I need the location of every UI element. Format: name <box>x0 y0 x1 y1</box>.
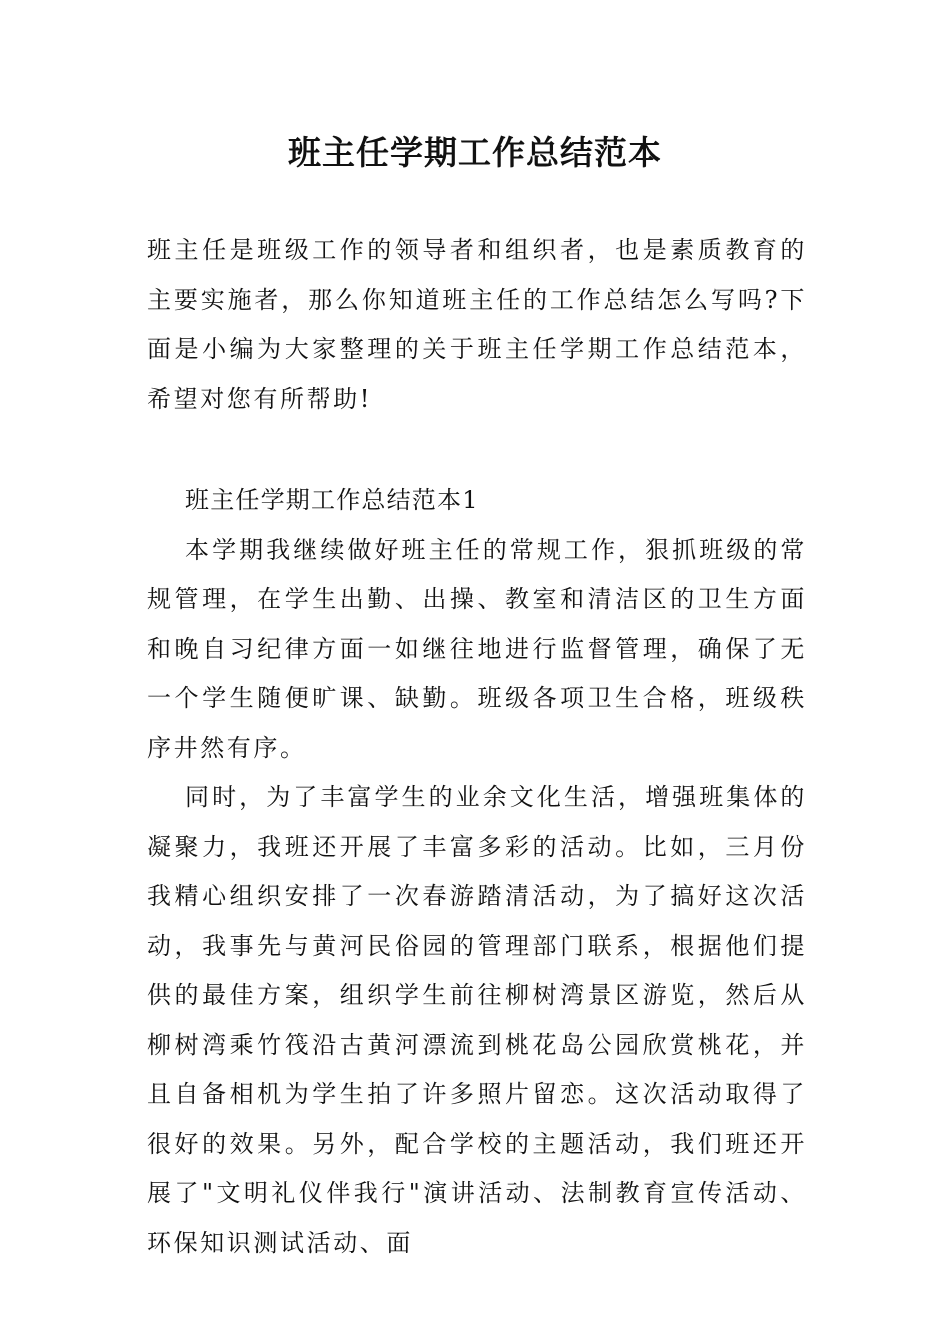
intro-paragraph: 班主任是班级工作的领导者和组织者，也是素质教育的主要实施者，那么你知道班主任的工作总结怎么写吗?下面是小编为大家整理的关于班主任学期工作总结范本，希望对您有所帮助! <box>147 236 807 413</box>
document-title: 班主任学期工作总结范本 <box>288 133 662 172</box>
section-paragraph-2: 同时，为了丰富学生的业余文化生活，增强班集体的凝聚力，我班还开展了丰富多彩的活动。比如，三月份我精心组织安排了一次春游踏清活动，为了搞好这次活动，我事先与黄河民俗园的管理部门联系，根据他们提供的最佳方案，组织学生前往柳树湾景区游览，然后从柳树湾乘竹筏沿古黄河漂流到桃花岛公园欣赏桃花，并且自备相机为学生拍了许多照片留恋。这次活动取得了很好的效果。另外，配合学校的主题活动，我们班还开展了"文明礼仪伴我行"演讲活动、法制教育宣传活动、环保知识测试活动、面 <box>147 783 807 1257</box>
section-paragraph-1: 本学期我继续做好班主任的常规工作，狠抓班级的常规管理，在学生出勤、出操、教室和清洁区的卫生方面和晚自习纪律方面一如继往地进行监督管理，确保了无一个学生随便旷课、缺勤。班级各项卫生合格，班级秩序井然有序。 <box>147 535 807 762</box>
section-1 <box>147 476 807 1268</box>
section-heading: 班主任学期工作总结范本1 <box>185 486 479 514</box>
